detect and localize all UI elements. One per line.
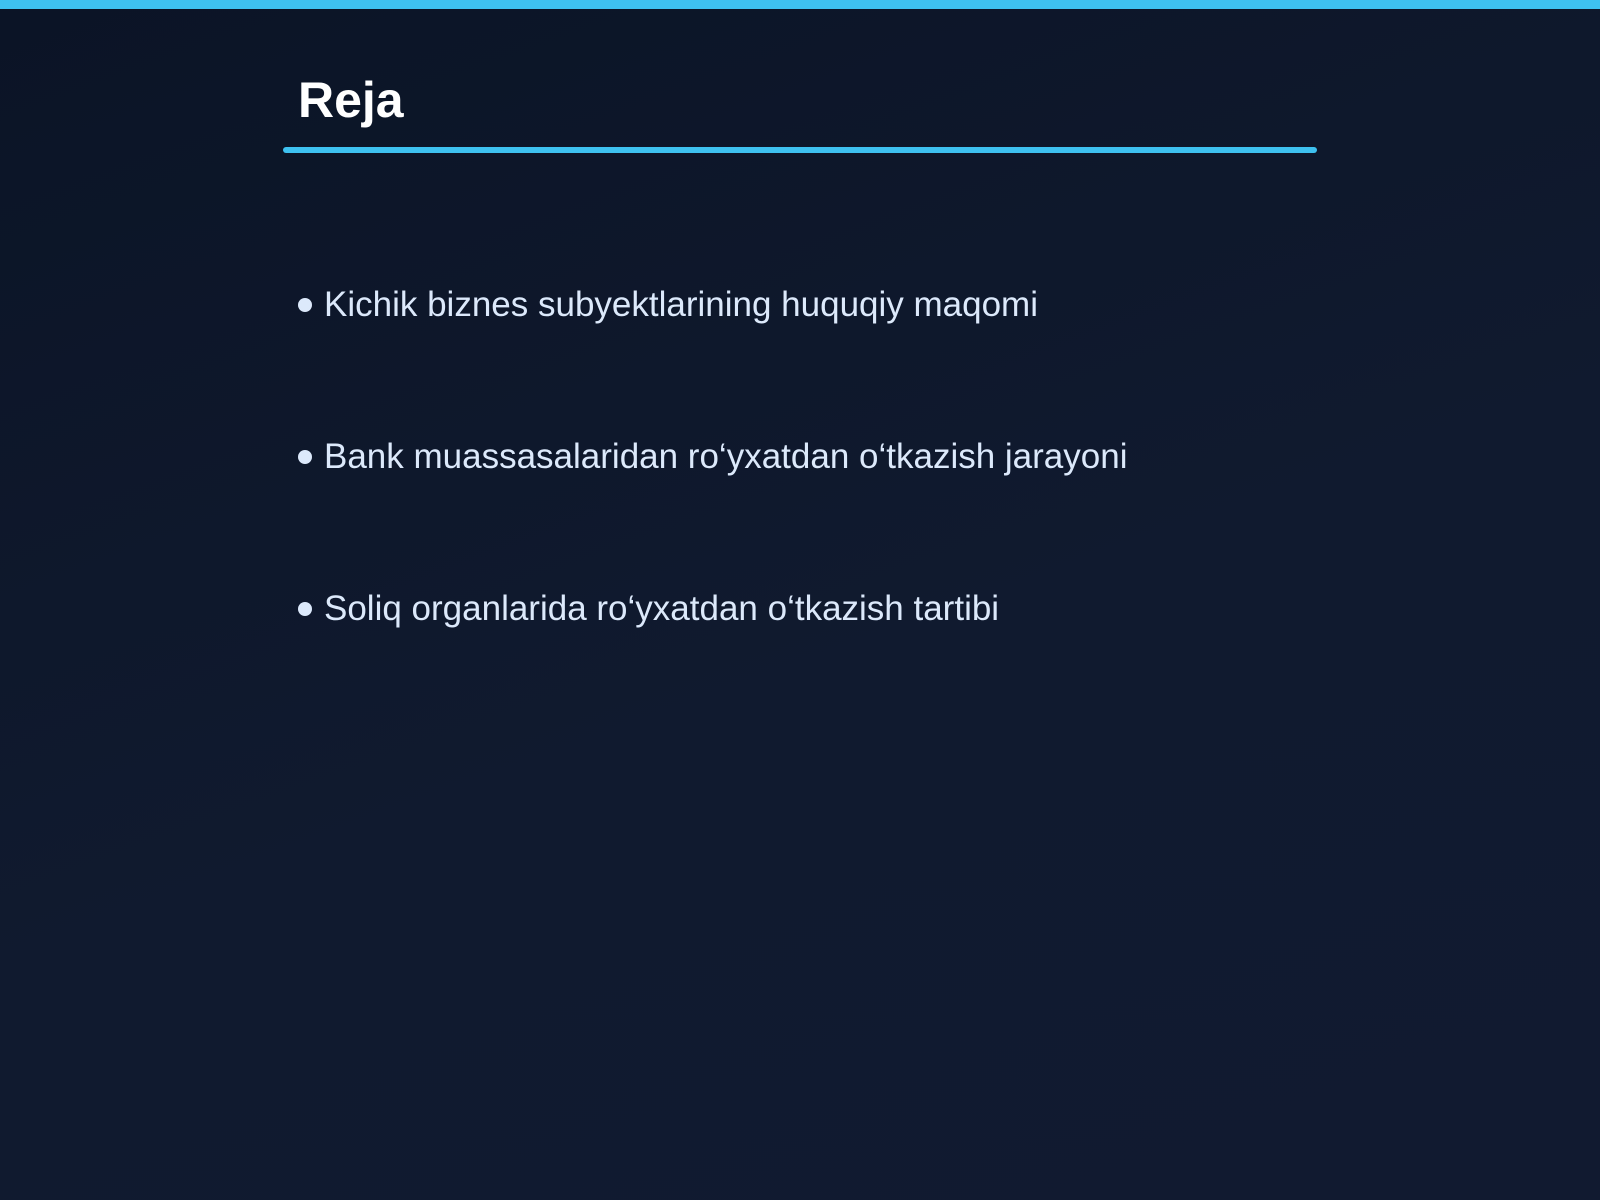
bullet-text: Soliq organlarida ro‘yxatdan o‘tkazish tartibi [324,589,1000,628]
bullet-text: Bank muassasalaridan ro‘yxatdan o‘tkazish jarayoni [324,437,1128,476]
bullet-item [298,584,999,634]
bullet-dot-icon [298,602,312,616]
slide-title: Reja [298,72,404,128]
bullet-item [298,280,1038,330]
bullet-dot-icon [298,450,312,464]
bullet-dot-icon [298,298,312,312]
title-underline [283,147,1317,153]
bullet-text: Kichik biznes subyektlarining huquqiy maqomi [324,285,1038,324]
top-accent-bar [0,0,1600,9]
bullet-item [298,432,1127,482]
